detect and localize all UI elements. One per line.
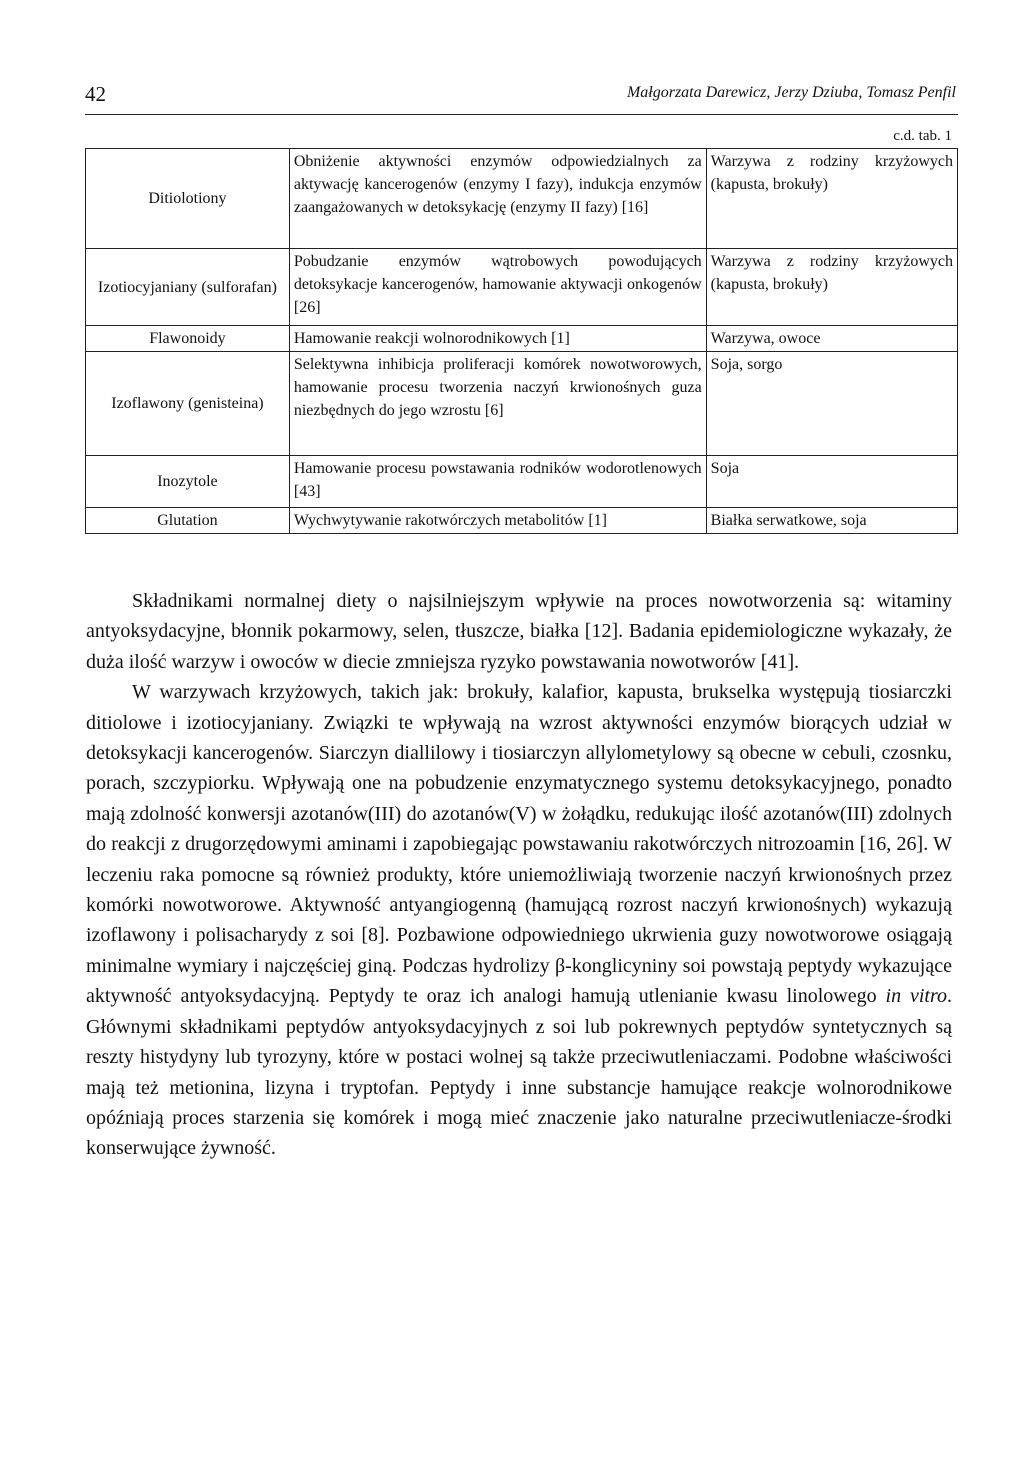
paragraph: Składnikami normalnej diety o najsilniejszym wpływie na proces nowotworzenia są: witaminy antyoksydacyjne, błonnik pokarmowy, selen, tłuszcze, białka [12]. Badania epidemiologiczne wykazały, że duża ilość warzyw i owoców w diecie zmniejsza ryzyko powstawania nowotworów [41]. <box>86 590 952 673</box>
table-continuation-label: c.d. tab. 1 <box>893 128 952 144</box>
body-text <box>86 586 952 1164</box>
table-row <box>86 352 958 456</box>
compound-cell: Ditiolotiony <box>86 149 290 249</box>
table-row <box>86 249 958 326</box>
table-row <box>86 149 958 249</box>
paragraph-text: . Głównymi składnikami peptydów antyoksydacyjnych z soi lub pokrewnych peptydów syntetycznych są reszty histydyny lub tyrozyny, które w postaci wolnej są także przeciwutleniaczami. Podobne właściwości mają też metionina, lizyna i tryptofan. Peptydy i inne substancje hamujące reakcje wolnorodnikowe opóźniają proces starzenia się komórek i mogą mieć znaczenie jako naturalne przeciwutleniacze-środki konserwujące żywność. <box>86 985 953 1160</box>
effect-cell: Hamowanie reakcji wolnorodnikowych [1] <box>289 326 706 352</box>
compound-cell: Glutation <box>86 508 290 534</box>
table-row <box>86 456 958 508</box>
source-cell: Soja, sorgo <box>706 352 957 456</box>
source-cell: Soja <box>706 456 957 508</box>
effect-cell: Selektywna inhibicja proliferacji komórek nowotworowych, hamowanie procesu tworzenia naczyń krwionośnych guza niezbędnych do jego wzrostu [6] <box>289 352 706 456</box>
compounds-table <box>85 148 958 534</box>
effect-cell: Obniżenie aktywności enzymów odpowiedzialnych za aktywację kancerogenów (enzymy I fazy), indukcja enzymów zaangażowanych w detoksykację (enzymy II fazy) [16] <box>289 149 706 249</box>
paragraph-text: W warzywach krzyżowych, takich jak: brokuły, kalafior, kapusta, brukselka występują tiosiarczki ditiolowe i izotiocyjaniany. Związki te wpływają na wzrost aktywności enzymów biorących udział w detoksykacji kancerogenów. Siarczyn diallilowy i tiosiarczyn allylometylowy są obecne w cebuli, czosnku, porach, szczypiorku. Wpływają one na pobudzenie enzymatycznego systemu detoksykacyjnego, ponadto mają zdolność konwersji azotanów(III) do azotanów(V) w żołądku, redukując ilość azotanów(III) zdolnych do reakcji z drugorzędowymi aminami i zapobiegając powstawaniu rakotwórczych nitrozoamin [16, 26]. W leczeniu raka pomocne są również produkty, które uniemożliwiają tworzenie naczyń krwionośnych przez komórki nowotworowe. Aktywność antyangiogenną (hamującą rozrost naczyń krwionośnych) wykazują izoflawony i polisacharydy z soi [8]. Pozbawione odpowiedniego ukrwienia guzy nowotworowe osiągają minimalne wymiary i najczęściej giną. Podczas hydrolizy β-konglicyniny soi powstają peptydy wykazujące aktywność antyoksydacyjną. Peptydy te oraz ich analogi hamują utlenianie kwasu linolowego <box>86 681 952 1008</box>
table-row <box>86 326 958 352</box>
source-cell: Warzywa z rodziny krzyżowych (kapusta, brokuły) <box>706 249 957 326</box>
source-cell: Białka serwatkowe, soja <box>706 508 957 534</box>
paragraph <box>86 677 952 1164</box>
compound-cell: Izotiocyjaniany (sulforafan) <box>86 249 290 326</box>
effect-cell: Pobudzanie enzymów wątrobowych powodujących detoksykacje kancerogenów, hamowanie aktywacji onkogenów [26] <box>289 249 706 326</box>
page-header <box>85 80 958 115</box>
effect-cell: Wychwytywanie rakotwórczych metabolitów [1] <box>289 508 706 534</box>
latin-term: in vitro <box>885 985 948 1008</box>
compound-cell: Inozytole <box>86 456 290 508</box>
table-row <box>86 508 958 534</box>
running-head: Małgorzata Darewicz, Jerzy Dziuba, Tomasz Penfil <box>626 84 956 101</box>
page-number: 42 <box>85 82 106 106</box>
source-cell: Warzywa z rodziny krzyżowych (kapusta, brokuły) <box>706 149 957 249</box>
compound-cell: Izoflawony (genisteina) <box>86 352 290 456</box>
compound-cell: Flawonoidy <box>86 326 290 352</box>
source-cell: Warzywa, owoce <box>706 326 957 352</box>
effect-cell: Hamowanie procesu powstawania rodników wodorotlenowych [43] <box>289 456 706 508</box>
